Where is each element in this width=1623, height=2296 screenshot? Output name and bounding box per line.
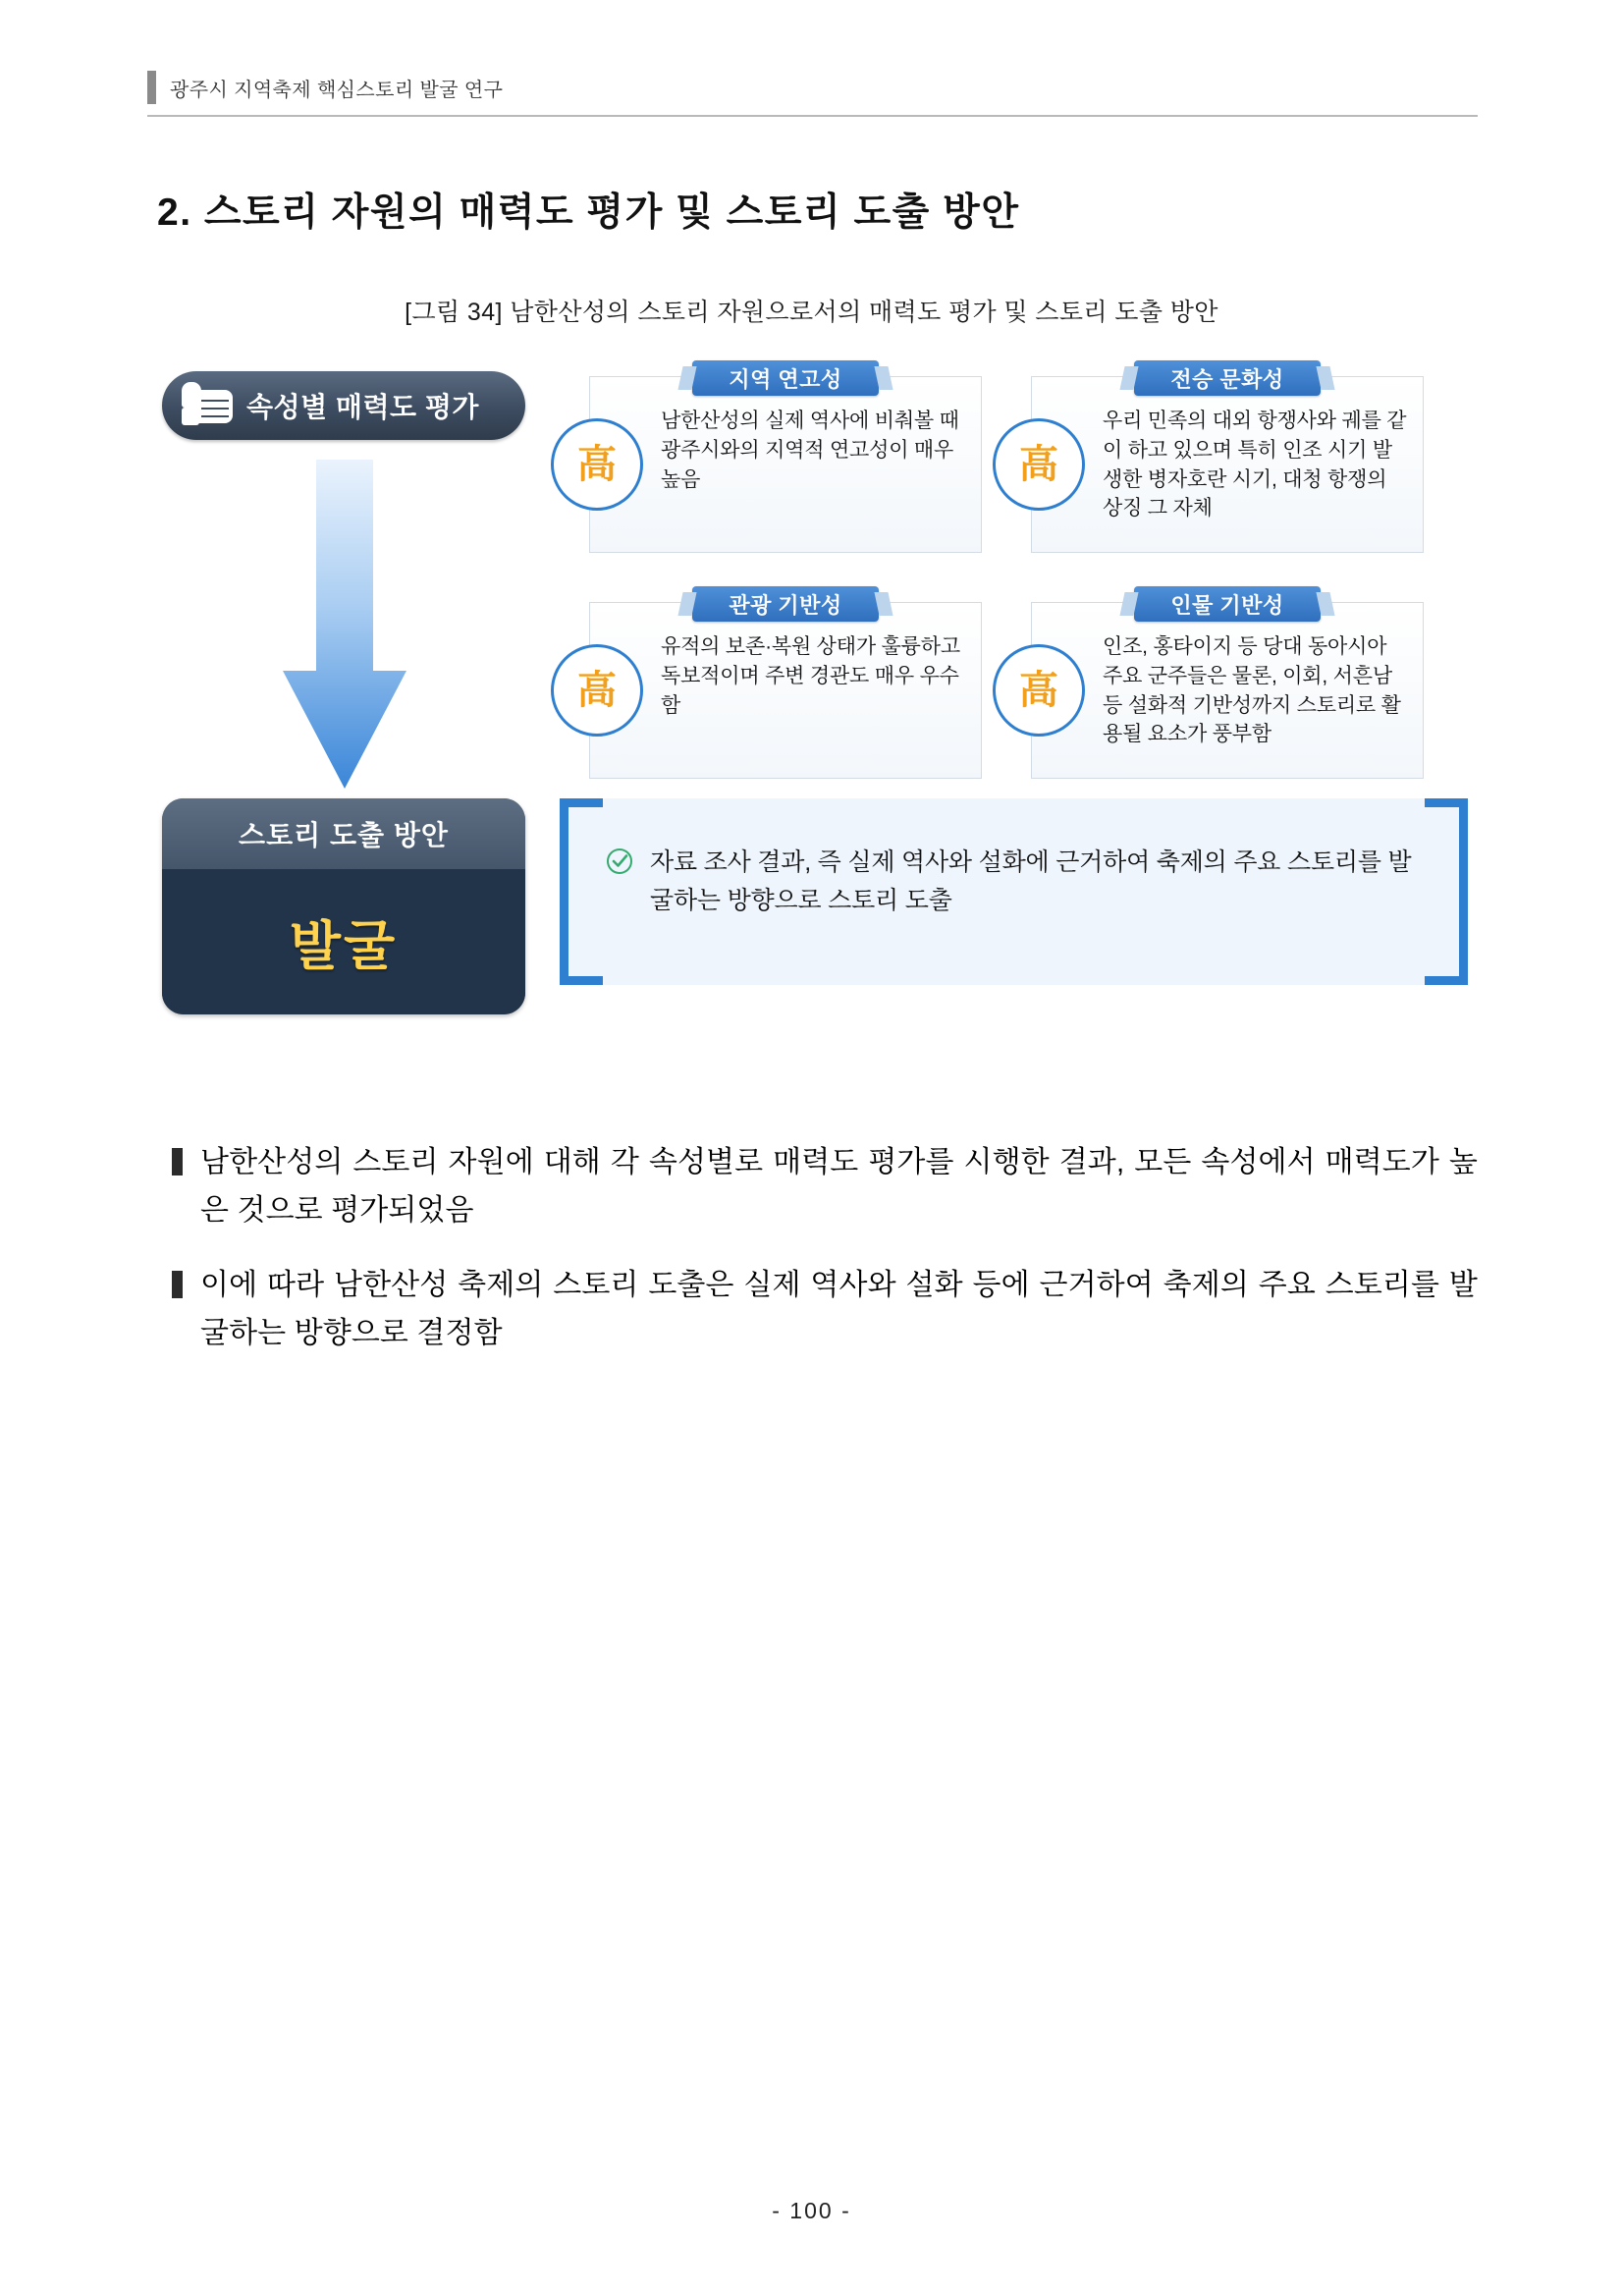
running-head-marker — [147, 71, 156, 104]
attribute-card-text: 우리 민족의 대외 항쟁사와 궤를 같이 하고 있으며 특히 인조 시기 발생한 병자호란 시기, 대청 항쟁의 상징 그 자체 — [1103, 410, 1407, 520]
attribute-card-cultural-transmission — [1019, 366, 1424, 553]
running-head-text: 광주시 지역축제 핵심스토리 발굴 연구 — [170, 79, 504, 101]
story-derivation-banner — [162, 798, 525, 1014]
attribute-card-tourism-base — [577, 592, 982, 779]
attribute-card-text: 유적의 보존·복원 상태가 훌륭하고 독보적이며 주변 경관도 매우 우수함 — [661, 635, 960, 717]
callout-left-bar — [560, 798, 568, 985]
rating-badge — [993, 418, 1085, 511]
attribute-card-tab: 인물 기반성 — [1134, 586, 1321, 622]
evaluation-banner — [162, 371, 525, 440]
callout-corner — [560, 798, 603, 807]
bullet-text: 이에 따라 남한산성 축제의 스토리 도출은 실제 역사와 설화 등에 근거하여 축제의 주요 스토리를 발굴하는 방향으로 결정함 — [200, 1269, 1478, 1349]
body-bullet-list — [172, 1139, 1478, 1385]
story-derivation-keyword-wrap — [162, 869, 525, 1014]
rating-badge — [551, 644, 643, 737]
callout-corner — [1425, 976, 1468, 985]
rating-badge-label: 高 — [1019, 669, 1058, 712]
bullet-text: 남한산성의 스토리 자원에 대해 각 속성별로 매력도 평가를 시행한 결과, 모든 속성에서 매력도가 높은 것으로 평가되었음 — [200, 1146, 1478, 1227]
attribute-card-text: 인조, 홍타이지 등 당대 동아시아 주요 군주들은 물론, 이회, 서흔남 등 설화적 기반성까지 스토리로 활용될 요소가 풍부함 — [1103, 635, 1401, 746]
story-derivation-title: 스토리 도출 방안 — [162, 798, 525, 869]
figure-caption: [그림 34] 남한산성의 스토리 자원으로서의 매력도 평가 및 스토리 도출 방안 — [405, 299, 1218, 326]
conclusion-callout-text: 자료 조사 결과, 즉 실제 역사와 설화에 근거하여 축제의 주요 스토리를 발굴하는 방향으로 스토리 도출 — [650, 848, 1412, 914]
attribute-card-tab: 관광 기반성 — [692, 586, 879, 622]
page-title: 2. 스토리 자원의 매력도 평가 및 스토리 도출 방안 — [157, 191, 1020, 234]
down-arrow-icon — [283, 460, 406, 789]
running-head — [147, 71, 1473, 104]
rating-badge — [993, 644, 1085, 737]
callout-corner — [560, 976, 603, 985]
evaluation-banner-label: 속성별 매력도 평가 — [246, 392, 479, 422]
list-item — [172, 1139, 1478, 1234]
callout-corner — [1425, 798, 1468, 807]
rating-badge-label: 高 — [1019, 443, 1058, 486]
attribute-card-text: 남한산성의 실제 역사에 비춰볼 때 광주시와의 지역적 연고성이 매우 높음 — [661, 410, 959, 491]
header-divider — [147, 115, 1478, 117]
story-derivation-keyword: 발굴 — [289, 916, 399, 976]
attribute-card-tab: 지역 연고성 — [692, 360, 879, 396]
bullet-marker — [172, 1148, 183, 1175]
check-circle-icon — [605, 847, 634, 876]
bullet-marker — [172, 1271, 183, 1298]
figure-diagram — [147, 352, 1483, 1083]
callout-right-bar — [1459, 798, 1468, 985]
conclusion-callout — [560, 798, 1468, 985]
thumbs-up-icon — [180, 382, 237, 429]
page-number: - 100 - — [772, 2198, 851, 2223]
rating-badge-label: 高 — [577, 669, 617, 712]
attribute-card-local-connection — [577, 366, 982, 553]
list-item — [172, 1262, 1478, 1357]
rating-badge — [551, 418, 643, 511]
rating-badge-label: 高 — [577, 443, 617, 486]
attribute-card-character-base — [1019, 592, 1424, 779]
attribute-card-tab: 전승 문화성 — [1134, 360, 1321, 396]
